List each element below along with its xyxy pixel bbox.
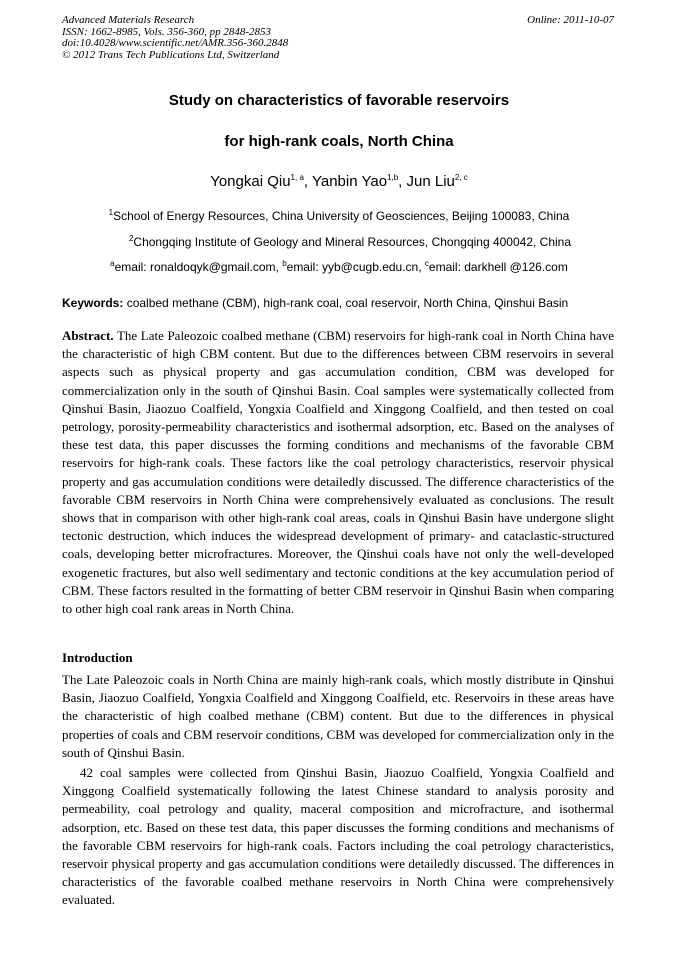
affiliation-text: School of Energy Resources, China University of Geosciences, Beijing 100083, China: [113, 209, 570, 223]
author-list: [0, 173, 678, 190]
introduction-paragraph-2: 42 coal samples were collected from Qinshui Basin, Jiaozuo Coalfield, Yongxia Coalfield and Xinggong Coalfield systematically following the latest Chinese standard to analysis porosity and permeability, coal petrology and quality, maceral composition and microfracture, and isothermal adsorption, etc. Based on these test data, this paper discusses the forming conditions and mechanisms of the favorable CBM reservoirs for high-rank coals. Factors including the coal petrology characteristics, reservoir physical property and gas accumulation conditions were detailedly discussed. The differences in characteristics of the favorable coalbed methane reservoirs in North China were comprehensively evaluated.: [62, 765, 614, 908]
author-separator: ,: [303, 173, 312, 190]
journal-header: [62, 15, 614, 61]
email-sup: c: [424, 259, 429, 268]
affiliation-2: [0, 235, 678, 249]
email-c: email: darkhell @126.com: [428, 260, 568, 274]
title-line-2: for high-rank coals, North China: [224, 133, 454, 150]
online-date: Online: 2011-10-07: [527, 14, 614, 26]
journal-name: Advanced Materials Research: [62, 14, 195, 26]
abstract-text: The Late Paleozoic coalbed methane (CBM) reservoirs for high-rank coal in North China have the characteristic of high CBM content. But due to the differences between CBM reservoirs in several aspects such as physical property and gas accumulation condition, CBM was developed for commercialization only in the south of Qinshui Basin. Coal samples were systematically collected from Qinshui Basin, Jiaozuo Coalfield, Yongxia Coalfield and Xinggong Coalfield, and then tested on coal petrology, porosity-permeability characteristics and isothermal adsorption, etc. Based on the analyses of these test data, this paper discusses the forming conditions and mechanisms of the favorable CBM reservoirs for high-rank coals. These factors like the coal petrology characteristics, reservoir physical property and gas accumulation conditions were detailedly discussed. The difference characteristics of the favorable CBM reservoirs in North China were comprehensively evaluated as conclusions. The result shows that in comparison with other high-rank coal areas, coals in Qinshui Basin have undergone slight tectonic destruction, which induces the widespread development of primary- and cataclastic-structured coals, developing better microfractures. Moreover, the Qinshui coals have not only the well-developed exogenetic fractures, but also well sedimentary and tectonic conditions at the key accumulation period of CBM. These factors resulted in the formatting of better CBM reservoir in Qinshui Basin when comparing to other high coal rank areas in North China.: [62, 328, 614, 617]
affiliation-1: [0, 209, 678, 223]
author-name: Yanbin Yao: [311, 173, 388, 190]
author-sup: 1,b: [387, 173, 399, 182]
keywords-text: coalbed methane (CBM), high-rank coal, coal reservoir, North China, Qinshui Basin: [123, 296, 569, 310]
introduction-paragraph-1: The Late Paleozoic coals in North China are mainly high-rank coals, which mostly distribute in Qinshui Basin, Jiaozuo Coalfield, Yongxia Coalfield and Xinggong Coalfield, etc. Reservoirs in these areas have the characteristic of high coalbed methane (CBM) content. But due to the differences in physical properties of coals and CBM reservoir conditions, CBM was developed for commercialization only in the south of Qinshui Basin.: [62, 672, 614, 760]
journal-doi: doi:10.4028/www.scientific.net/AMR.356-360.2848: [62, 37, 289, 49]
author-sup: 2, c: [454, 173, 468, 182]
affiliation-text: Chongqing Institute of Geology and Mineral Resources, Chongqing 400042, China: [133, 235, 572, 249]
journal-issn: ISSN: 1662-8985, Vols. 356-360, pp 2848-2853: [62, 25, 271, 38]
journal-copyright: © 2012 Trans Tech Publications Ltd, Switzerland: [62, 48, 280, 61]
affiliation-sup: 1: [108, 208, 114, 217]
keywords-label: Keywords:: [62, 296, 124, 310]
email-line: [0, 260, 678, 274]
abstract-label: Abstract.: [62, 328, 114, 343]
keywords: [62, 296, 622, 310]
email-a: email: ronaldoqyk@gmail.com,: [114, 260, 283, 274]
abstract: [62, 327, 614, 618]
email-b: email: yyb@cugb.edu.cn,: [286, 260, 425, 274]
introduction-heading: Introduction: [62, 650, 133, 665]
title-line-1: Study on characteristics of favorable reservoirs: [168, 92, 510, 109]
author-sup: 1, a: [290, 173, 304, 182]
author-separator: ,: [398, 173, 407, 190]
author-name: Jun Liu: [406, 173, 455, 190]
author-name: Yongkai Qiu: [210, 173, 291, 190]
affiliation-sup: 2: [128, 234, 134, 243]
email-sup: a: [110, 259, 115, 268]
email-sup: b: [282, 259, 287, 268]
